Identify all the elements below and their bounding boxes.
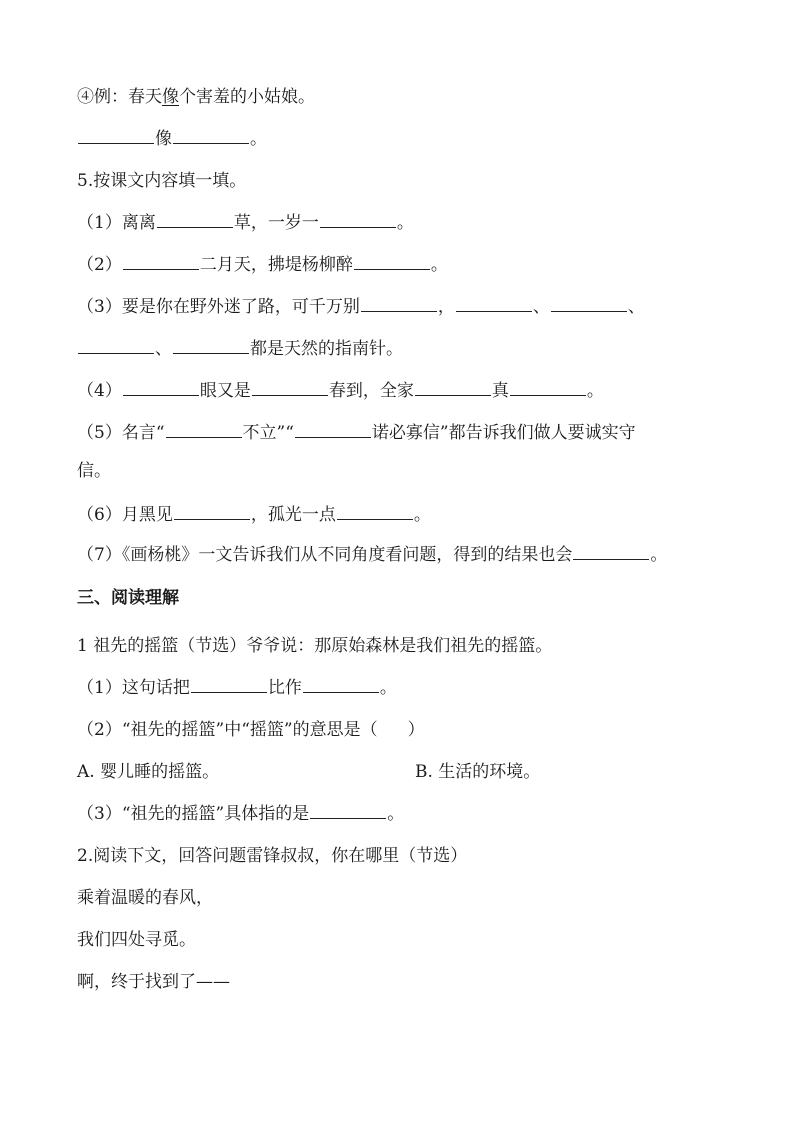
question-5-1 <box>77 208 734 238</box>
question-5-3-continued <box>77 334 734 364</box>
poem-line-2 <box>77 925 734 955</box>
poem-line-1 <box>77 883 734 913</box>
answer-blank[interactable] <box>157 209 233 228</box>
answer-blank[interactable] <box>174 501 250 520</box>
text-segment: 。 <box>430 255 448 275</box>
text-segment: 。 <box>396 213 414 233</box>
question-5-6 <box>77 500 734 530</box>
text-segment: 。 <box>413 505 431 525</box>
text-segment: 不立”“ <box>242 423 294 443</box>
imitation-line <box>77 124 734 154</box>
text-segment: ，孤光一点 <box>250 505 336 525</box>
answer-blank[interactable] <box>191 674 267 693</box>
text-segment: ， <box>437 297 455 317</box>
question-5-5 <box>77 418 734 448</box>
answer-blank[interactable] <box>123 251 199 270</box>
text-segment: 。 <box>250 129 267 149</box>
text-segment: 、 <box>627 297 645 317</box>
text-segment: 眼又是 <box>199 381 251 401</box>
example-suffix: 个害羞的小姑娘。 <box>179 87 315 107</box>
question-5-2 <box>77 250 734 280</box>
question-5-3 <box>77 292 734 322</box>
example-line <box>77 82 734 112</box>
reading-1-title <box>77 631 734 661</box>
reading-1-q2 <box>77 715 734 745</box>
text-segment: 。 <box>586 381 604 401</box>
text-segment: 5.按课文内容填一填。 <box>77 171 247 191</box>
text-segment: 我们四处寻觅。 <box>77 930 196 950</box>
text-segment: 都是天然的指南针。 <box>250 339 403 359</box>
reading-1-q1 <box>77 673 734 703</box>
text-segment: 春到，全家 <box>328 381 414 401</box>
example-underlined-word: 像 <box>162 87 179 107</box>
answer-blank[interactable] <box>456 293 532 312</box>
example-prefix: ④例：春天 <box>77 87 162 107</box>
text-segment: 诺必寡信”都告诉我们做人要诚实守 <box>371 423 636 443</box>
text-segment: （6）月黑见 <box>77 505 173 525</box>
text-segment: （2） <box>77 255 122 275</box>
poem-line-3 <box>77 967 734 997</box>
text-segment: 1 祖先的摇篮（节选）爷爷说：那原始森林是我们祖先的摇篮。 <box>77 636 553 656</box>
question-5-4 <box>77 376 734 406</box>
text-segment: （2）“祖先的摇篮”中“摇篮”的意思是（ <box>77 720 378 740</box>
answer-blank[interactable] <box>173 125 249 144</box>
answer-blank[interactable] <box>78 125 154 144</box>
reading-1-options <box>77 757 734 787</box>
answer-blank[interactable] <box>252 377 328 396</box>
answer-blank[interactable] <box>78 335 154 354</box>
text-segment: 草，一岁一 <box>233 213 319 233</box>
text-segment: 比作 <box>267 678 302 698</box>
text-segment: 啊，终于找到了—— <box>77 972 230 992</box>
text-segment: 。 <box>387 804 405 824</box>
text-segment: 二月天，拂堤杨柳醉 <box>199 255 353 275</box>
answer-blank[interactable] <box>310 800 386 819</box>
text-segment: （4） <box>77 381 122 401</box>
answer-blank[interactable] <box>415 377 491 396</box>
text-segment: 2.阅读下文，回答问题雷锋叔叔，你在哪里（节选） <box>77 846 468 866</box>
reading-2-title <box>77 841 734 871</box>
text-segment: （1）这句话把 <box>77 678 190 698</box>
text-segment: 。 <box>379 678 397 698</box>
text-segment: （7）《画杨桃》一文告诉我们从不同角度看问题，得到的结果也会 <box>77 545 573 565</box>
text-segment: 、 <box>532 297 550 317</box>
text-segment: 。 <box>650 545 668 565</box>
answer-blank[interactable] <box>354 251 430 270</box>
question-5-7 <box>77 540 734 570</box>
text-segment: 信。 <box>77 461 111 481</box>
answer-blank[interactable] <box>551 293 627 312</box>
question-5-5-continued <box>77 456 734 486</box>
text-segment: 、 <box>155 339 172 359</box>
section-reading-heading <box>77 583 734 613</box>
answer-blank[interactable] <box>166 419 242 438</box>
answer-blank[interactable] <box>510 377 586 396</box>
answer-blank[interactable] <box>573 541 649 560</box>
option-b[interactable]: B. 生活的环境。 <box>415 762 541 782</box>
reading-1-q3 <box>77 799 734 829</box>
answer-blank[interactable] <box>295 419 371 438</box>
text-segment: ） <box>407 720 425 740</box>
answer-blank[interactable] <box>303 674 379 693</box>
text-segment: 像 <box>155 129 172 149</box>
answer-blank[interactable] <box>337 501 413 520</box>
answer-blank[interactable] <box>320 209 396 228</box>
text-segment: （3）“祖先的摇篮”具体指的是 <box>77 804 310 824</box>
text-segment: （5）名言“ <box>77 423 165 443</box>
answer-blank[interactable] <box>123 377 199 396</box>
text-segment: 真 <box>491 381 509 401</box>
text-segment: （1）离离 <box>77 213 156 233</box>
question-5-title <box>77 166 734 196</box>
answer-blank[interactable] <box>361 293 437 312</box>
answer-blank[interactable] <box>173 335 249 354</box>
text-segment: 乘着温暖的春风， <box>77 888 213 908</box>
text-segment: 三、阅读理解 <box>77 588 179 608</box>
option-a[interactable]: A. 婴儿睡的摇篮。 <box>77 762 220 782</box>
text-segment: （3）要是你在野外迷了路，可千万别 <box>77 297 360 317</box>
